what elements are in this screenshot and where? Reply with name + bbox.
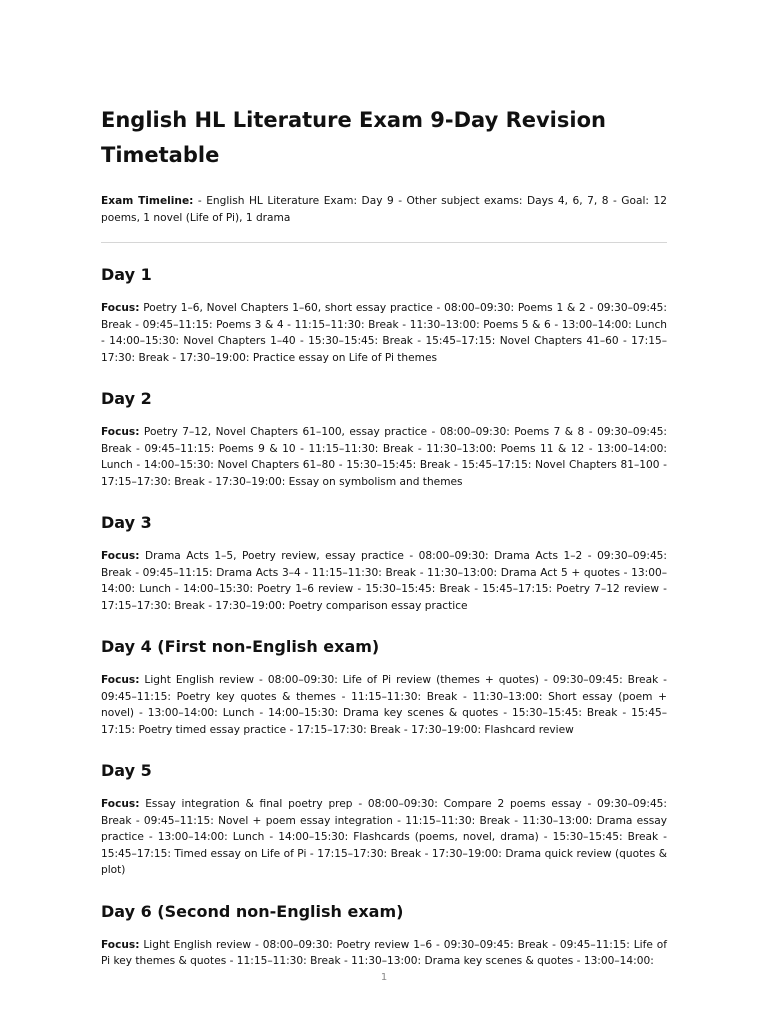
exam-timeline-text: - English HL Literature Exam: Day 9 - Other subject exams: Days 4, 6, 7, 8 - Goal: 12 poems, 1 novel (Life of Pi), 1 drama <box>101 195 667 224</box>
day-section <box>101 387 667 490</box>
exam-timeline <box>101 193 667 226</box>
focus-label: Focus: <box>101 550 140 562</box>
exam-timeline-label: Exam Timeline: <box>101 195 194 207</box>
day-focus <box>101 796 667 879</box>
day-section <box>101 635 667 738</box>
day-focus <box>101 548 667 614</box>
page-number: 1 <box>380 972 388 983</box>
day-heading: Day 4 (First non-English exam) <box>101 637 380 656</box>
day-section <box>101 511 667 614</box>
focus-label: Focus: <box>101 938 140 951</box>
day-focus <box>101 937 667 970</box>
focus-label: Focus: <box>101 426 140 438</box>
day-heading: Day 1 <box>101 265 152 284</box>
focus-label: Focus: <box>101 798 140 810</box>
day-heading: Day 5 <box>101 761 152 780</box>
focus-text: Light English review - 08:00–09:30: Life of Pi review (themes + quotes) - 09:30–09:45: Break - 09:45–11:15: Poetry key quotes & themes - 11:15–11:30: Break - 11:30–13:00: Short essay (poem + novel) - 13:00–14:00: Lunch - 14:00–15:30: Drama key scenes & quotes - 15:30–15:45: Break - 15:45–17:15: Poetry timed essay practice - 17:15–17:30: Break - 17:30–19:00: Flashcard review <box>101 674 667 736</box>
focus-label: Focus: <box>101 302 140 314</box>
focus-text: Drama Acts 1–5, Poetry review, essay practice - 08:00–09:30: Drama Acts 1–2 - 09:30–09:45: Break - 09:45–11:15: Drama Acts 3–4 - 11:15–11:30: Break - 11:30–13:00: Drama Act 5 + quotes - 13:00–14:00: Lunch - 14:00–15:30: Poetry 1–6 review - 15:30–15:45: Break - 15:45–17:15: Poetry 7–12 review - 17:15–17:30: Break - 17:30–19:00: Poetry comparison essay practice <box>101 550 667 612</box>
day-section <box>101 263 667 366</box>
day-focus <box>101 300 667 366</box>
day-heading: Day 6 (Second non-English exam) <box>101 901 404 921</box>
focus-text: Poetry 1–6, Novel Chapters 1–60, short essay practice - 08:00–09:30: Poems 1 & 2 - 09:30–09:45: Break - 09:45–11:15: Poems 3 & 4 - 11:15–11:30: Break - 11:30–13:00: Poems 5 & 6 - 13:00–14:00: Lunch - 14:00–15:30: Novel Chapters 1–40 - 15:30–15:45: Break - 15:45–17:15: Novel Chapters 41–60 - 17:15–17:30: Break - 17:30–19:00: Practice essay on Life of Pi themes <box>101 302 667 364</box>
section-divider <box>101 242 667 243</box>
focus-text: Light English review - 08:00–09:30: Poetry review 1–6 - 09:30–09:45: Break - 09:45–11:15: Life of Pi key themes & quotes - 11:15–11:30: Break - 11:30–13:00: Drama key scenes & quotes - 13:00–14:00: <box>101 938 667 967</box>
day-heading: Day 2 <box>101 389 152 408</box>
day-heading: Day 3 <box>101 513 152 532</box>
day-section <box>101 759 667 879</box>
focus-text: Poetry 7–12, Novel Chapters 61–100, essay practice - 08:00–09:30: Poems 7 & 8 - 09:30–09:45: Break - 09:45–11:15: Poems 9 & 10 - 11:15–11:30: Break - 11:30–13:00: Poems 11 & 12 - 13:00–14:00: Lunch - 14:00–15:30: Novel Chapters 61–80 - 15:30–15:45: Break - 15:45–17:15: Novel Chapters 81–100 - 17:15–17:30: Break - 17:30–19:00: Essay on symbolism and themes <box>101 426 667 488</box>
day-focus <box>101 672 667 738</box>
focus-label: Focus: <box>101 674 140 686</box>
document-title: English HL Literature Exam 9-Day Revision Timetable <box>101 108 606 167</box>
focus-text: Essay integration & final poetry prep - 08:00–09:30: Compare 2 poems essay - 09:30–09:45: Break - 09:45–11:15: Novel + poem essay integration - 11:15–11:30: Break - 11:30–13:00: Drama essay practice - 13:00–14:00: Lunch - 14:00–15:30: Flashcards (poems, novel, drama) - 15:30–15:45: Break - 15:45–17:15: Timed essay on Life of Pi - 17:15–17:30: Break - 17:30–19:00: Drama quick review (quotes & plot) <box>101 798 667 876</box>
document-page <box>101 103 667 991</box>
day-focus <box>101 424 667 490</box>
day-section <box>101 900 667 970</box>
